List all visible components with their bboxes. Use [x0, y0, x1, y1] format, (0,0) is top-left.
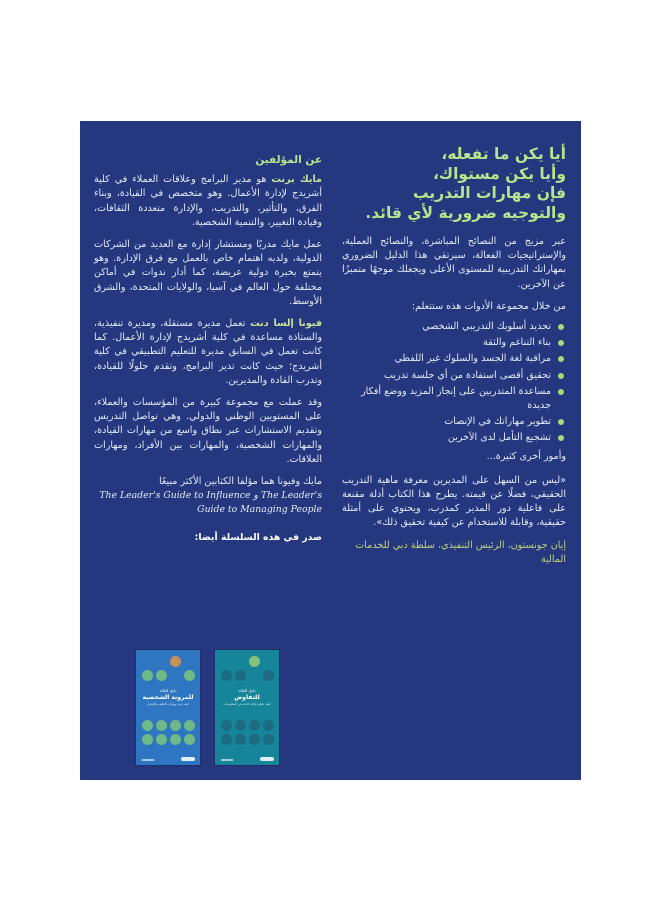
list-item-text: تحديد أسلوبك التدريبي الشخصي	[422, 321, 551, 333]
endorsement-quote: «ليس من السهل على المديرين معرفة ماهية التدريب الحقيقي، فضلًا عن قيمته. يطرح هذا الكتاب أدلة مقنعة على فاعلية دور المدير كمدرب، ويحتوي على أمثلة حقيقية، وقابلة للاستخدام عن كيفية تحقيق ذلك».	[342, 474, 566, 529]
bullet-icon	[558, 340, 564, 346]
cover-book-title: للتفاوض	[234, 694, 260, 701]
list-item	[342, 385, 566, 413]
cover-pattern	[221, 656, 273, 681]
bullet-icon	[558, 324, 564, 330]
cover-series-line: دليل القائد	[159, 688, 177, 693]
author-bio-paragraph	[94, 317, 322, 388]
publisher-logo-icon	[260, 757, 274, 761]
list-item	[342, 431, 566, 445]
list-item	[342, 352, 566, 366]
list-item-text: تحقيق أقصى استفادة من أي جلسة تدريب	[383, 369, 551, 381]
author-name: فيونا إلسا دنت	[249, 318, 322, 330]
bio-text: تعمل مديرة مستقلة، ومديرة تنفيذية، والستاذة مساعدة في كلية أشريدج لإدارة الأعمال. كما كانت تعمل في السابق مديرة للتعليم التطبيقي في كلية أشريدج؛ حيث كانت تدير البرامج، وتقدم حلولًا للقيادة، وتدرب القادة والمديرين.	[94, 318, 322, 386]
bio-text: هو مدير البرامج وعلاقات العملاء في كلية أشريدج لإدارة الأعمال. وهو متخصص في القيادة، وبناء الفرق، والتأثير، والتدريب، والإدارة متعددة الثقافات، وقيادة التغيير، والتنمية الشخصية.	[94, 174, 322, 228]
publisher-logo-icon	[181, 757, 195, 761]
list-item	[342, 415, 566, 429]
bullet-icon	[558, 389, 564, 395]
list-item-text: تطوير مهاراتك في الإنصات	[444, 416, 551, 428]
more-text: وأمور أخرى كثيرة...	[486, 450, 566, 462]
endorsement-attribution: إيان جونستون، الرئيس التنفيذي، سلطة دبي للخدمات المالية	[355, 539, 566, 565]
author-name: مايك برنت	[271, 174, 322, 186]
series-note: صدر في هذه السلسلة أيضا:	[194, 532, 322, 544]
headline-line: أيا يكن ما تفعله،	[441, 145, 566, 163]
series-book-cover-resilience	[136, 650, 200, 765]
bullet-icon	[558, 435, 564, 441]
intro-paragraph: عبر مزيج من النصائح المباشرة، والنصائح العملية، والإستراتيجيات الفعالة، سيرتقي هذا الدليل الضروري بمهاراتك التدريبية للمستوى الأعلى ويجعلك موجهًا متميزًا عن الآخرين.	[342, 236, 566, 290]
list-item-text: بناء التناغم والثقة	[483, 337, 551, 349]
cover-series-line: دليل القائد	[238, 688, 256, 693]
series-book-cover-negotiation	[215, 650, 279, 765]
author-bio-paragraph: وقد عملت مع مجموعة كبيرة من المؤسسات والعملاء، على المستويين الوطني والدولي. وهي تواصل التدريس وتقديم الاستشارات عبر نطاق واسع من مهارات القيادة، والمهارات الشخصية، والمهارات بين الأفراد، ومهارات العلاقات.	[94, 397, 322, 465]
skills-list	[342, 320, 566, 446]
bullet-icon	[558, 356, 564, 362]
cover-pattern	[221, 720, 273, 745]
list-item-text: مراقبة لغة الجسد والسلوك غير اللفظي	[394, 353, 551, 365]
headline-line: فإن مهارات التدريب	[412, 184, 566, 202]
cover-author	[142, 759, 154, 761]
headline-line: وأيا يكن مستواك،	[433, 164, 566, 183]
bullet-icon	[558, 419, 564, 425]
section-title: عن المؤلفين	[255, 154, 322, 166]
cover-subtitle: كيف تحقق نتائج ناجحة في المفاوضات	[223, 702, 271, 706]
cover-pattern	[142, 720, 194, 745]
author-bio-paragraph	[94, 173, 322, 230]
cover-title	[140, 688, 196, 707]
author-bio-paragraph: عمل مايك مدربًا ومستشار إدارة مع العديد من الشركات الدولية، ولديه اهتمام خاص بالعمل مع فرق الإدارة. وهو يتمتع بخبرة دولية عريضة، كما أدار ندوات في أماكن مختلفة حول العالم في آسيا، والولايات المتحدة، والشرق الأوسط.	[94, 239, 322, 307]
cover-subtitle: كيف تبني مهارات التكيف والتحمل	[147, 702, 189, 706]
list-item	[342, 369, 566, 383]
list-item	[342, 336, 566, 350]
book-back-cover	[80, 121, 581, 780]
headline-line: والتوجيه ضرورية لأي قائد.	[365, 203, 566, 222]
description-column	[342, 145, 566, 575]
english-book-titles: The Leader's Guide to Influence و The Leader's Guide to Managing People	[99, 490, 322, 516]
bullet-icon	[558, 373, 564, 379]
headline	[342, 145, 566, 223]
cover-book-title: للمرونة الشخصية	[142, 694, 194, 701]
cover-author	[221, 759, 233, 761]
bestsellers-line: مايك وفيونا هما مؤلفا الكتابين الأكثر مبيعًا	[158, 476, 322, 488]
cover-title	[219, 688, 275, 707]
list-item	[342, 320, 566, 334]
list-item-text: مساعدة المتدربين على إنجاز المزيد ووضع أفكار جديدة	[360, 385, 551, 412]
lead-in: من خلال مجموعة الأدوات هذه ستتعلم:	[411, 300, 566, 312]
list-item-text: تشجيع التأمل لدى الآخرين	[447, 432, 551, 444]
about-authors-column	[94, 153, 322, 545]
cover-pattern	[142, 656, 194, 681]
